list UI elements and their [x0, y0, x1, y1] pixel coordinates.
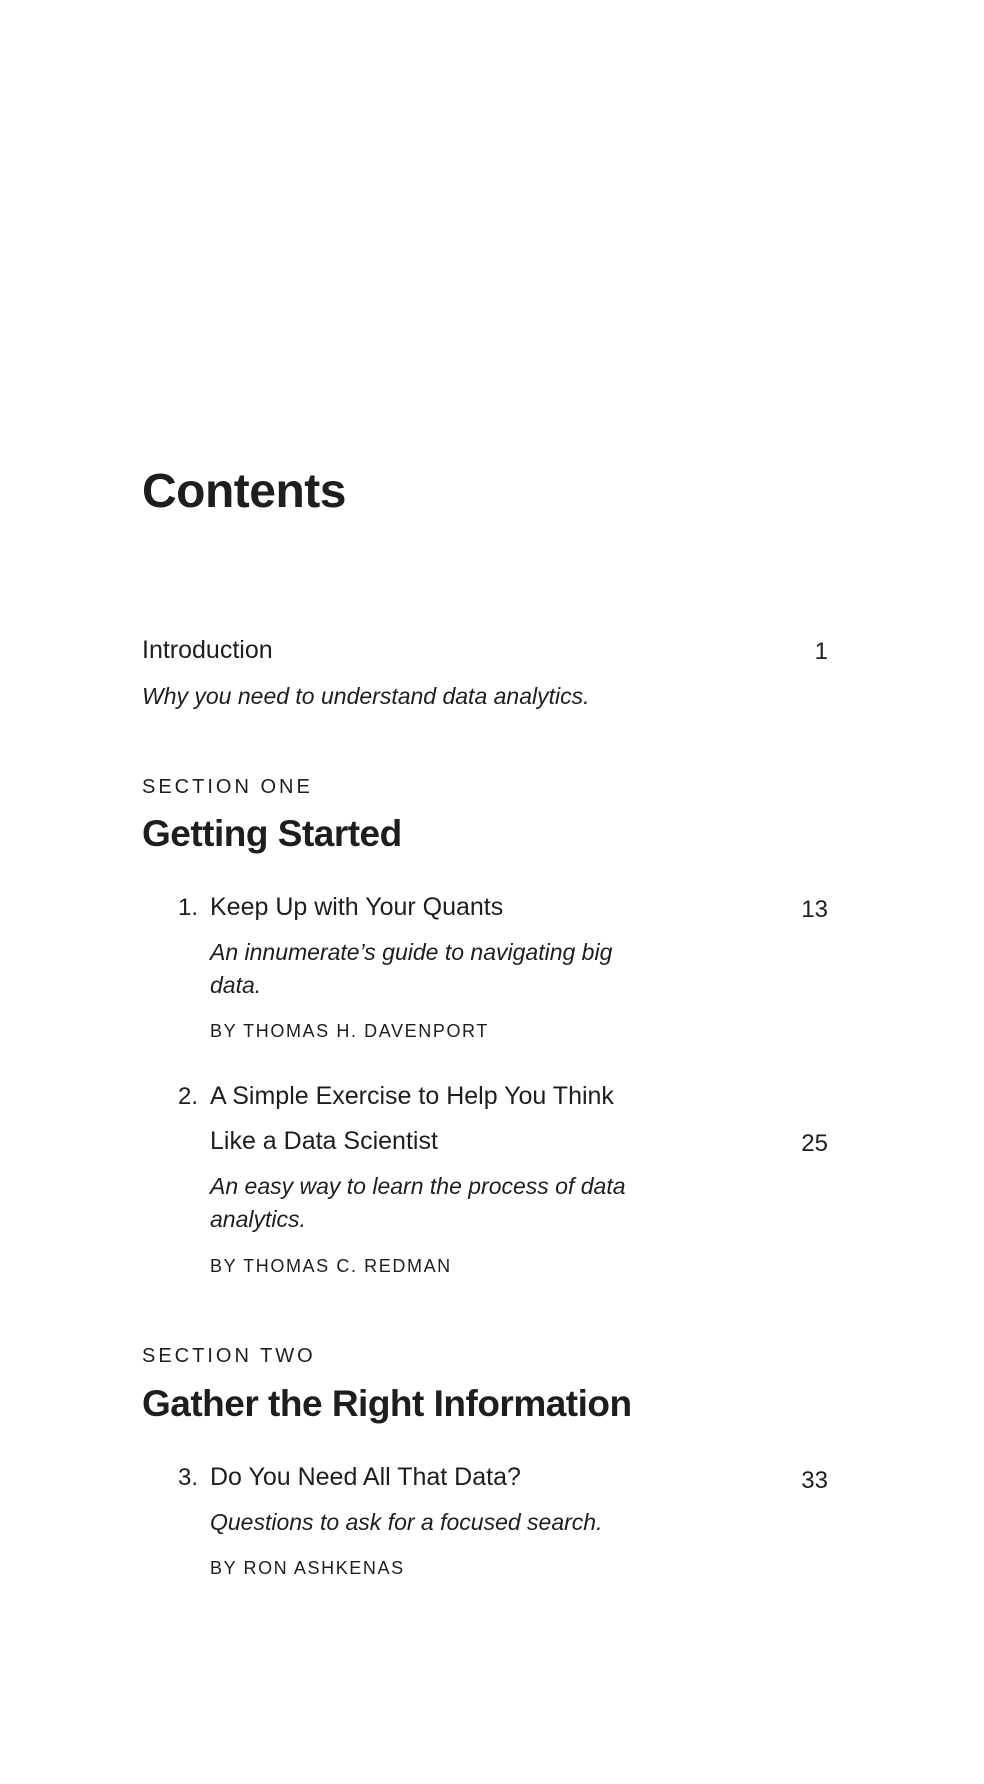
- author-byline: BY THOMAS H. DAVENPORT: [210, 1021, 489, 1041]
- section-heading: Getting Started: [142, 813, 402, 854]
- author-byline: BY RON ASHKENAS: [210, 1558, 405, 1578]
- section-label: SECTION ONE: [142, 776, 313, 798]
- page-number: 33: [801, 1467, 828, 1494]
- entry-description: Questions to ask for a focused search.: [210, 1509, 603, 1535]
- chapter-number: 1.: [177, 894, 198, 921]
- entry-description: An easy way to learn the process of data analytics.: [210, 1173, 626, 1232]
- page-number: 1: [814, 638, 828, 665]
- chapter-number: 3.: [177, 1464, 198, 1491]
- entry-title[interactable]: Do You Need All That Data?: [210, 1463, 521, 1491]
- section-label: SECTION TWO: [142, 1345, 316, 1367]
- section-heading: Gather the Right Information: [142, 1383, 632, 1424]
- entry-title[interactable]: Keep Up with Your Quants: [210, 893, 504, 921]
- page-number: 13: [801, 896, 828, 923]
- entry-title-line-2[interactable]: Like a Data Scientist: [210, 1127, 438, 1155]
- author-byline: BY THOMAS C. REDMAN: [210, 1256, 452, 1276]
- entry-title-line-1[interactable]: A Simple Exercise to Help You Think: [210, 1082, 614, 1110]
- page-title: Contents: [142, 465, 346, 519]
- entry-title[interactable]: Introduction: [142, 636, 273, 664]
- entry-description: Why you need to understand data analytics.: [142, 683, 590, 709]
- entry-description: An innumerate’s guide to navigating big data.: [210, 939, 613, 998]
- page-number: 25: [801, 1130, 828, 1157]
- chapter-number: 2.: [177, 1083, 198, 1110]
